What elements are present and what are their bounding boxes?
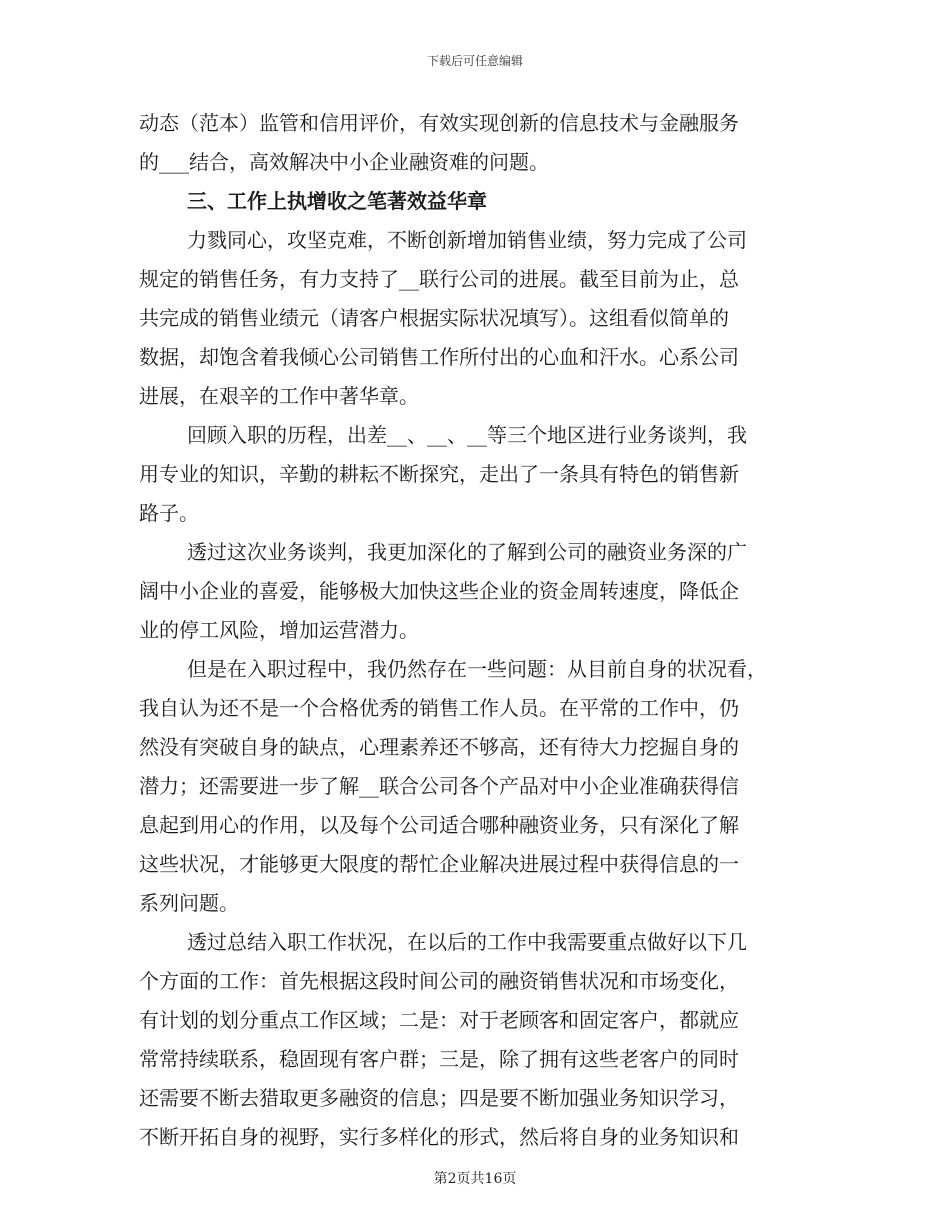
paragraph-line: 透过这次业务谈判，我更加深化的了解到公司的融资业务深的广 bbox=[187, 540, 747, 564]
paragraph-line: 但是在入职过程中，我仍然存在一些问题：从目前自身的状况看， bbox=[187, 657, 767, 681]
paragraph-line: 不断开拓自身的视野，实行多样化的形式，然后将自身的业务知识和 bbox=[139, 1125, 739, 1149]
paragraph-line: 用专业的知识，辛勤的耕耘不断探究，走出了一条具有特色的销售新 bbox=[139, 462, 739, 486]
paragraph-line: 进展，在艰辛的工作中著华章。 bbox=[139, 384, 419, 408]
paragraph-line: 个方面的工作：首先根据这段时间公司的融资销售状况和市场变化， bbox=[139, 969, 739, 993]
paragraph-line: 还需要不断去猎取更多融资的信息；四是要不断加强业务知识学习， bbox=[139, 1086, 739, 1110]
paragraph-line: 我自认为还不是一个合格优秀的销售工作人员。在平常的工作中，仍 bbox=[139, 696, 739, 720]
paragraph-line: 数据，却饱含着我倾心公司销售工作所付出的心血和汗水。心系公司 bbox=[139, 345, 739, 369]
paragraph-line: 息起到用心的作用，以及每个公司适合哪种融资业务，只有深化了解 bbox=[139, 813, 739, 837]
paragraph-line: 回顾入职的历程，出差__、__、__等三个地区进行业务谈判，我 bbox=[187, 423, 747, 447]
page-number: 第2页共16页 bbox=[433, 1171, 517, 1187]
paragraph-line: 的___结合，高效解决中小企业融资难的问题。 bbox=[139, 150, 549, 174]
paragraph-line: 然没有突破自身的缺点，心理素养还不够高，还有待大力挖掘自身的 bbox=[139, 735, 739, 759]
page-header: 下载后可任意编辑 bbox=[426, 54, 523, 68]
paragraph-line: 潜力；还需要进一步了解__联合公司各个产品对中小企业准确获得信 bbox=[139, 774, 739, 798]
paragraph-line: 这些状况，才能够更大限度的帮忙企业解决进展过程中获得信息的一 bbox=[139, 852, 739, 876]
paragraph-line: 有计划的划分重点工作区域；二是：对于老顾客和固定客户，都就应 bbox=[139, 1008, 739, 1032]
paragraph-line: 力戮同心，攻坚克难，不断创新增加销售业绩，努力完成了公司 bbox=[187, 228, 747, 252]
paragraph-line: 常常持续联系，稳固现有客户群；三是，除了拥有这些老客户的同时 bbox=[139, 1047, 739, 1071]
paragraph-line: 规定的销售任务，有力支持了__联行公司的进展。截至目前为止，总 bbox=[139, 267, 739, 291]
paragraph-line: 系列问题。 bbox=[139, 891, 239, 915]
paragraph-line: 透过总结入职工作状况，在以后的工作中我需要重点做好以下几 bbox=[187, 930, 747, 954]
document-body bbox=[139, 104, 811, 1157]
paragraph-line: 阔中小企业的喜爱，能够极大加快这些企业的资金周转速度，降低企 bbox=[139, 579, 739, 603]
paragraph-line: 共完成的销售业绩元（请客户根据实际状况填写）。这组看似简单的 bbox=[139, 306, 729, 330]
paragraph-line: 业的停工风险，增加运营潜力。 bbox=[139, 618, 419, 642]
section-heading: 三、工作上执增收之笔著效益华章 bbox=[187, 189, 487, 213]
paragraph-line: 动态（范本）监管和信用评价，有效实现创新的信息技术与金融服务 bbox=[139, 111, 739, 135]
paragraph-line: 路子。 bbox=[139, 501, 199, 525]
